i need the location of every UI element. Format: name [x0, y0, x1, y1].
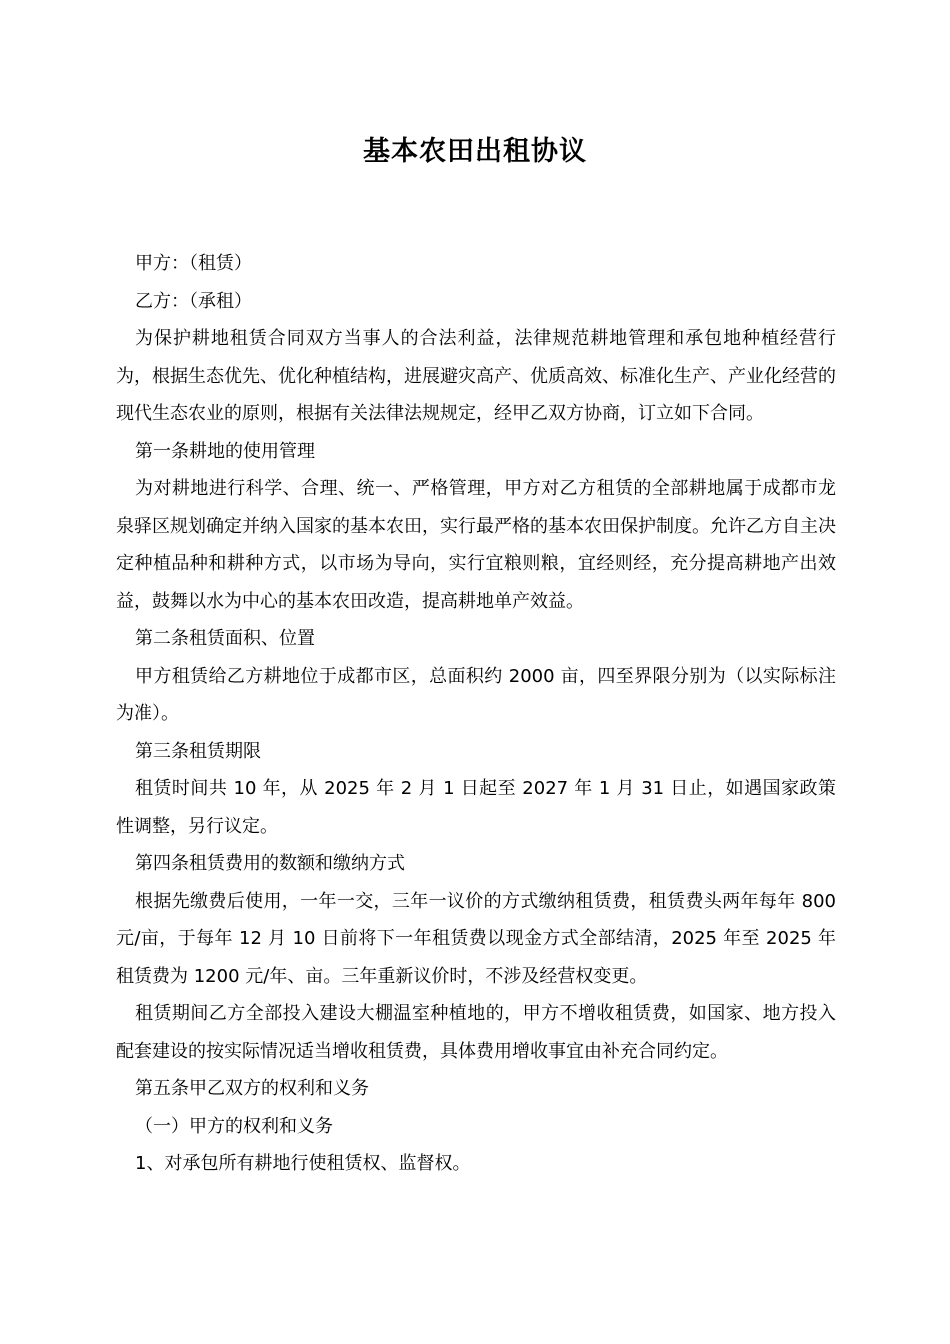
document-body [116, 245, 836, 1183]
article-3-paragraph: 租赁时间共 10 年，从 2025 年 2 月 1 日起至 2027 年 1 月 31 日止，如遇国家政策性调整，另行议定。 [116, 778, 836, 837]
party-a-line: 甲方：（租赁） [135, 253, 252, 274]
preamble-paragraph: 为保护耕地租赁合同双方当事人的合法利益，法律规范耕地管理和承包地种植经营行为，根据生态优先、优化种植结构，进展避灾高产、优质高效、标准化生产、产业化经营的现代生态农业的原则，根据有关法律法规规定，经甲乙双方协商，订立如下合同。 [116, 328, 836, 424]
article-5-item-1: 1、对承包所有耕地行使租赁权、监督权。 [135, 1153, 471, 1174]
document-title: 基本农田出租协议 [363, 136, 587, 167]
article-2-heading: 第二条租赁面积、位置 [135, 628, 315, 649]
article-4-heading: 第四条租赁费用的数额和缴纳方式 [135, 853, 405, 874]
article-2-paragraph: 甲方租赁给乙方耕地位于成都市区，总面积约 2000 亩，四至界限分别为（以实际标注为准）。 [116, 665, 836, 724]
article-5-heading: 第五条甲乙双方的权利和义务 [135, 1078, 369, 1099]
party-b-line: 乙方：（承租） [135, 290, 252, 312]
article-4-paragraph-2: 租赁期间乙方全部投入建设大棚温室种植地的，甲方不增收租赁费，如国家、地方投入配套建设的按实际情况适当增收租赁费，具体费用增收事宜由补充合同约定。 [116, 1003, 836, 1062]
article-1-heading: 第一条耕地的使用管理 [135, 440, 315, 462]
article-3-heading: 第三条租赁期限 [135, 740, 261, 762]
article-1-paragraph: 为对耕地进行科学、合理、统一、严格管理，甲方对乙方租赁的全部耕地属于成都市龙泉驿区规划确定并纳入国家的基本农田，实行最严格的基本农田保护制度。允许乙方自主决定种植品种和耕种方式，以市场为导向，实行宜粮则粮，宜经则经，充分提高耕地产出效益，鼓舞以水为中心的基本农田改造，提高耕地单产效益。 [116, 478, 836, 612]
article-4-paragraph-1: 根据先缴费后使用，一年一交，三年一议价的方式缴纳租赁费，租赁费头两年每年 800 元/亩，于每年 12 月 10 日前将下一年租赁费以现金方式全部结清，2025 年至 2025 年租赁费为 1200 元/年、亩。三年重新议价时，不涉及经营权变更。 [116, 890, 836, 987]
article-5-subheading-a: （一）甲方的权利和义务 [135, 1115, 333, 1137]
